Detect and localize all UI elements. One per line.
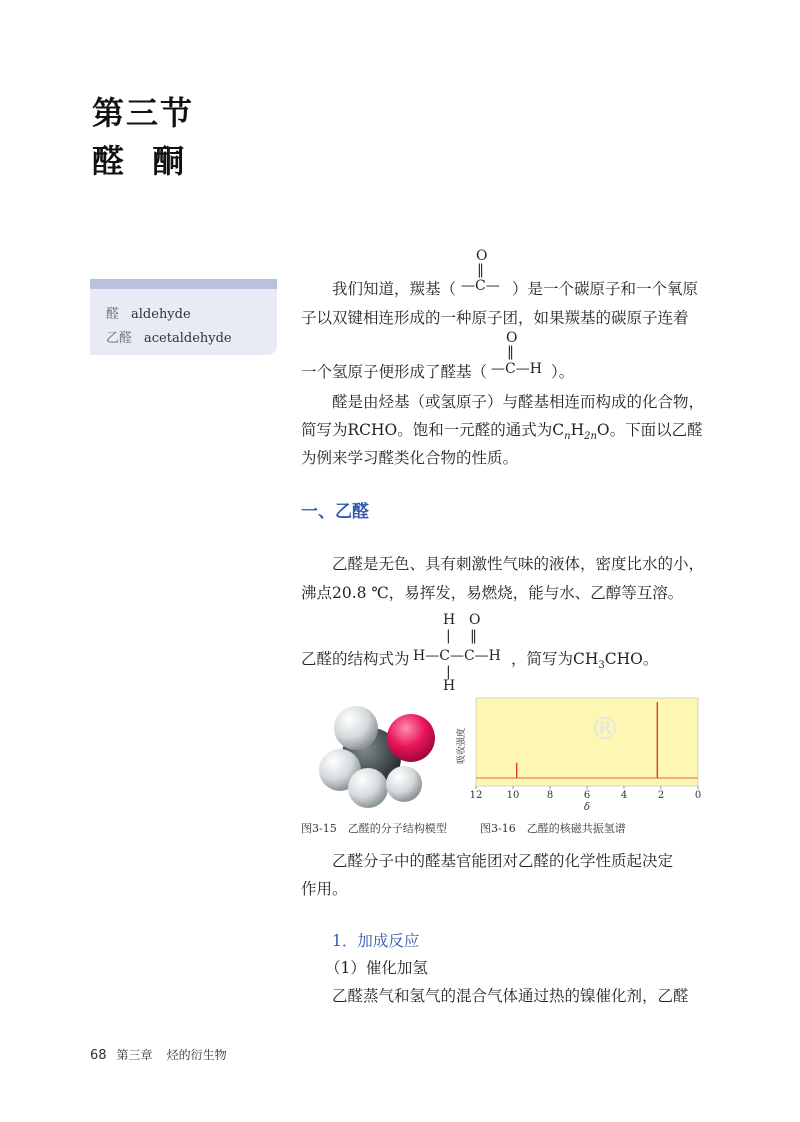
formula-double-bond: ‖ [470, 628, 477, 644]
aldehyde-oxygen: O [506, 330, 518, 346]
figure-caption: 图3-16 乙醛的核磁共振氢谱 [480, 822, 626, 835]
figure-caption: 图3-15 乙醛的分子结构模型 [301, 822, 447, 835]
x-tick-label: 2 [657, 790, 665, 801]
section-title: 第三节 [92, 94, 195, 132]
x-tick-label: 10 [506, 790, 520, 801]
formula-single-bond: | [446, 628, 451, 644]
paragraph-line: 沸点20.8 ℃，易挥发，易燃烧，能与水、乙醇等互溶。 [301, 584, 684, 602]
paragraph-line: 子以双键相连形成的一种原子团，如果羰基的碳原子连着 [301, 309, 689, 327]
molecule-model-figure [316, 700, 438, 812]
paragraph-line: 乙醛蒸气和氢气的混合气体通过热的镍催化剂，乙醛 [332, 987, 689, 1005]
carbonyl-formula: —C— [461, 278, 500, 294]
section-subtitle: 醛 酮 [92, 142, 187, 180]
section-heading: 一、乙醛 [301, 502, 369, 522]
paragraph-line: 简写为RCHO。饱和一元醛的通式为$C_nH_{2n}O$。下面以乙醛 [301, 421, 703, 443]
subsection-heading: 1．加成反应 [332, 932, 420, 950]
hydrogen-atom [386, 766, 422, 802]
page-footer [90, 1046, 227, 1063]
y-axis-label: 吸收强度 [457, 727, 467, 765]
x-tick-label: 8 [546, 790, 554, 801]
vocab-translation: acetaldehyde [144, 331, 232, 346]
vocab-item [106, 327, 232, 346]
hydrogen-atom [334, 706, 378, 750]
paragraph-line: ，简写为$CH_3CHO$。 [511, 650, 659, 672]
nmr-spectrum-chart [456, 696, 706, 814]
hydrogen-atom [348, 768, 388, 808]
x-tick-label: 12 [469, 790, 483, 801]
paragraph-line: 乙醛分子中的醛基官能团对乙醛的化学性质起决定 [332, 852, 674, 870]
page-number: 68 [90, 1048, 107, 1063]
carbonyl-double-bond: ‖ [477, 262, 484, 278]
paragraph-line: 乙醛的结构式为 [301, 650, 410, 668]
aldehyde-group-formula: —C—H [491, 361, 542, 377]
paragraph-line: 作用。 [301, 880, 348, 898]
vocab-translation: aldehyde [131, 307, 191, 322]
x-tick-label: 0 [694, 790, 702, 801]
subsubsection-heading: （1）催化加氢 [325, 959, 428, 977]
plot-area [476, 698, 698, 786]
chapter-title: 烃的衍生物 [166, 1048, 227, 1062]
x-tick-label: 6 [583, 790, 591, 801]
paragraph-line: ）。 [551, 363, 575, 381]
paragraph-line: 为例来学习醛类化合物的性质。 [301, 449, 519, 467]
oxygen-atom [387, 714, 435, 762]
paragraph-line: 醛是由烃基（或氢原子）与醛基相连而构成的化合物， [332, 393, 705, 411]
formula-lower-bond: | [446, 664, 451, 680]
paragraph-line: 乙醛是无色、具有刺激性气味的液体，密度比水的小， [332, 555, 705, 573]
vocab-term: 醛 [106, 307, 120, 322]
carbonyl-oxygen: O [476, 248, 488, 264]
formula-top-h: H [443, 612, 456, 628]
formula-top-o: O [469, 612, 481, 628]
vocabulary-box-header [90, 279, 277, 289]
chapter-number: 第三章 [116, 1048, 153, 1062]
paragraph-line: 我们知道，羰基（ [332, 280, 457, 298]
x-tick-label: 4 [620, 790, 628, 801]
vocab-item [106, 303, 191, 322]
x-axis-label: δ [583, 802, 591, 813]
acetaldehyde-structural-formula: H—C—C—H [413, 648, 501, 664]
registered-watermark: ® [590, 712, 620, 747]
formula-bottom-h: H [443, 678, 456, 694]
vocab-term: 乙醛 [106, 331, 133, 346]
paragraph-line: ）是一个碳原子和一个氧原 [512, 280, 699, 298]
aldehyde-double-bond: ‖ [507, 344, 514, 360]
paragraph-line: 一个氢原子便形成了醛基（ [301, 363, 488, 381]
vocabulary-box [90, 279, 277, 355]
